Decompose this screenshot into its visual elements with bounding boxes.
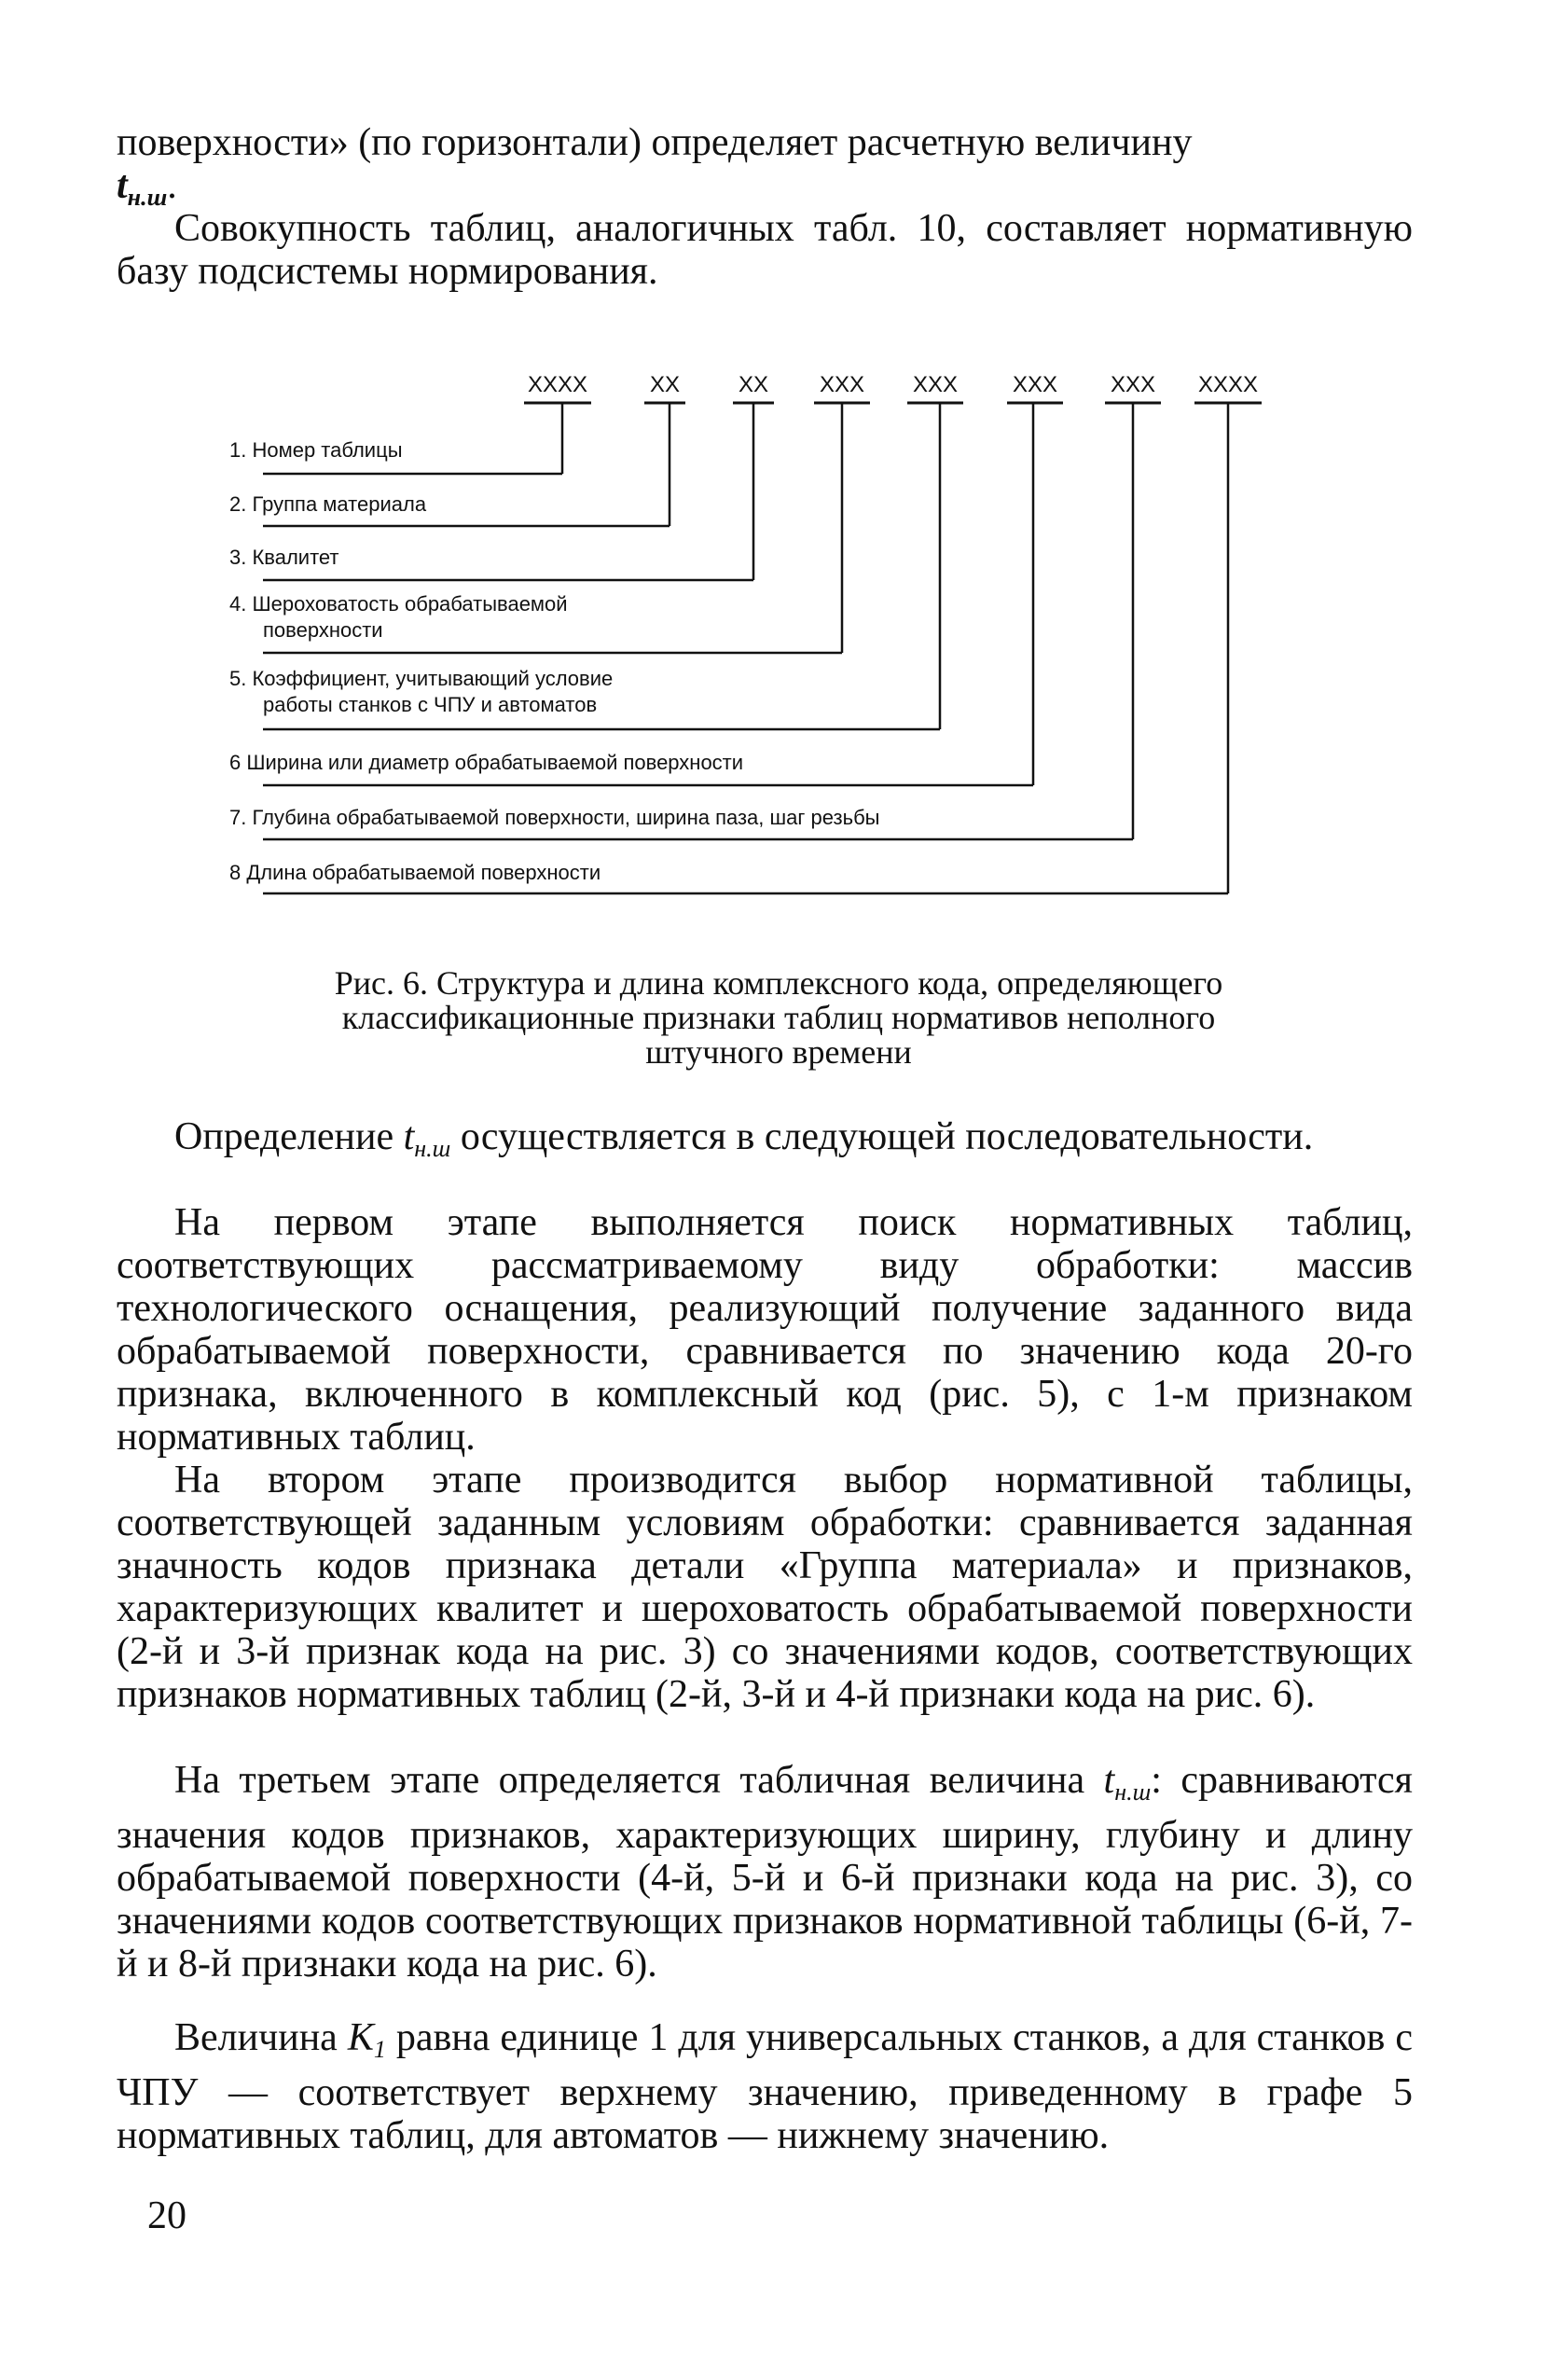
item-label-4: поверхности <box>263 618 383 642</box>
code-group-label: XXX <box>1012 372 1058 397</box>
item-label-2: 2. Группа материала <box>229 492 427 516</box>
code-group-label: XX <box>649 372 681 397</box>
paragraph-stage-2: На втором этапе производится выбор нормативной таблицы, соответствующей заданным условиям обработки: сравнивается заданная значность кодов признака детали «Группа материала» и признаков, характеризующих квалитет и шероховатость обрабатываемой поверхности (2-й и 3-й признак кода на рис. 3) со значениями кодов, соответствующих признаков нормативных таблиц (2-й, 3-й и 4-й признаки кода на рис. 6). <box>117 1459 1413 1716</box>
code-group-label: XXX <box>912 372 959 397</box>
caption-line-3: штучного времени <box>645 1033 912 1071</box>
item-labels <box>229 438 880 884</box>
tnsh-symbol: $t_{н.ш}$ <box>117 164 168 211</box>
code-group-label: XXX <box>1110 372 1156 397</box>
figure-caption <box>186 966 1371 1070</box>
top-paragraph: поверхности» (по горизонтали) определяет расчетную величину $t_{н.ш}$. <box>117 121 1193 211</box>
item-label-7: 7. Глубина обрабатываемой поверхности, ширина паза, шаг резьбы <box>229 806 880 829</box>
k1-symbol: $K_1$ <box>347 2016 386 2063</box>
paragraph-definition: Определение $t_{н.ш}$ осуществляется в следующей последовательности. <box>174 1115 1314 1162</box>
item-label-5: 5. Коэффициент, учитывающий условие <box>229 667 614 690</box>
code-group-label: XXX <box>819 372 865 397</box>
paragraph-stage-3: На третьем этапе определяется табличная величина $t_{н.ш}$: сравниваются значения кодов признаков, характеризующих ширину, глубину и длину обрабатываемой поверхности (4-й, 5-й и 6-й признаки кода на рис. 3), со значениями кодов соответствующих признаков нормативной таблицы (6-й, 7-й и 8-й признаки кода на рис. 6). <box>117 1759 1413 1986</box>
code-group-label: XXXX <box>527 372 588 397</box>
tnsh-symbol: $t_{н.ш}$ <box>403 1115 451 1162</box>
paragraph-stage-1: На первом этапе выполняется поиск нормативных таблиц, соответствующих рассматриваемому виду обработки: массив технологического оснащения, реализующий получение заданного вида обрабатываемой поверхности, сравнивается по значению кода 20-го признака, включенного в комплексный код (рис. 5), с 1-м признаком нормативных таблиц. <box>117 1201 1413 1459</box>
caption-line-2: классификационные признаки таблиц нормативов неполного <box>341 999 1216 1036</box>
caption-line-1: Рис. 6. Структура и длина комплексного кода, определяющего <box>334 964 1223 1002</box>
code-groups <box>524 372 1262 403</box>
top-paragraph-text: поверхности» (по горизонтали) определяет расчетную величину <box>117 121 1193 164</box>
item-label-3: 3. Квалитет <box>229 546 339 569</box>
item-label-6: 6 Ширина или диаметр обрабатываемой поверхности <box>229 751 744 774</box>
page-number: 20 <box>147 2194 186 2237</box>
code-structure-figure <box>0 0 1560 961</box>
code-group-label: XX <box>738 372 769 397</box>
item-label-8: 8 Длина обрабатываемой поверхности <box>229 861 601 884</box>
item-label-5: работы станков с ЧПУ и автоматов <box>263 693 598 716</box>
item-label-4: 4. Шероховатость обрабатываемой <box>229 592 568 616</box>
paragraph-collection: Совокупность таблиц, аналогичных табл. 10, составляет нормативную базу подсистемы нормирования. <box>117 207 1413 293</box>
code-group-label: XXXX <box>1197 372 1259 397</box>
paragraph-k1: Величина $K_1$ равна единице 1 для универсальных станков, а для станков с ЧПУ — соответствует верхнему значению, приведенному в графе 5 нормативных таблиц, для автоматов — нижнему значению. <box>117 2016 1414 2157</box>
tnsh-symbol: $t_{н.ш}$ <box>1103 1759 1152 1806</box>
item-label-1: 1. Номер таблицы <box>229 438 403 462</box>
